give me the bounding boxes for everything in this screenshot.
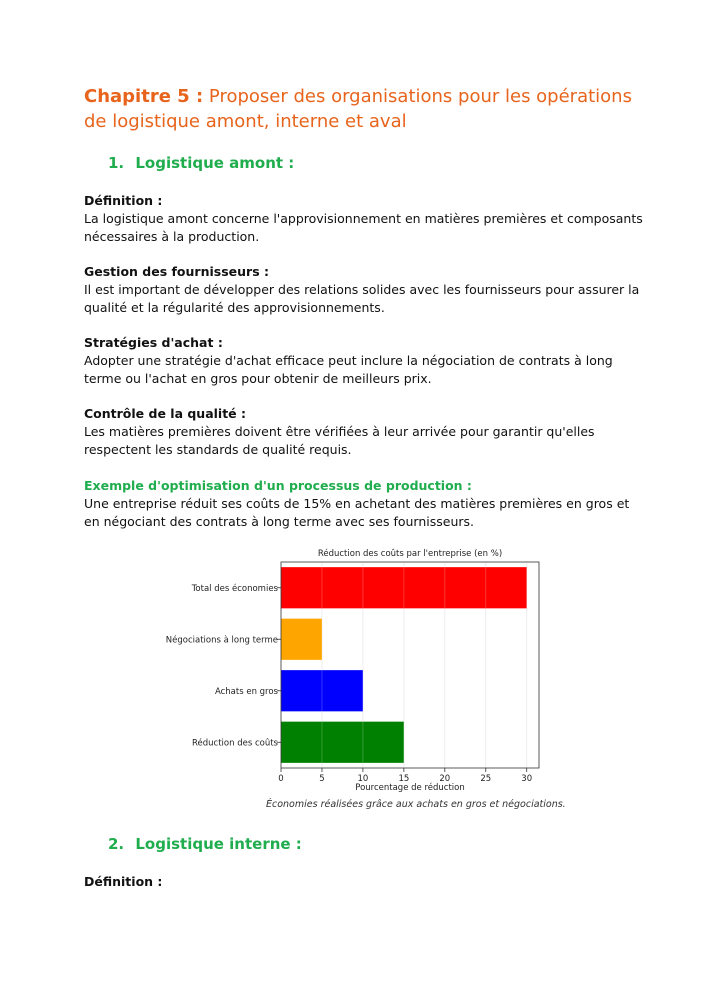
x-tick-label: 15 xyxy=(398,774,410,784)
block-label: Gestion des fournisseurs : xyxy=(84,264,269,279)
definition-block xyxy=(84,192,644,246)
y-tick-label: Total des économies xyxy=(191,583,278,594)
cost-reduction-chart xyxy=(150,543,560,793)
chapter-heading: Proposer des organisations pour les opérations de logistique amont, interne et aval xyxy=(84,86,632,132)
x-tick-label: 5 xyxy=(319,774,325,784)
example-text: Une entreprise réduit ses coûts de 15% en achetant des matières premières en gros et en négociant des contrats à long terme avec ses fournisseurs. xyxy=(84,496,630,529)
chart-title: Réduction des coûts par l'entreprise (en %) xyxy=(317,549,503,559)
y-tick-label: Réduction des coûts xyxy=(192,738,278,749)
section-title-logistique-interne xyxy=(108,835,302,853)
section-number: 2. xyxy=(108,835,125,853)
supplier-management-block xyxy=(84,263,644,317)
block-label: Contrôle de la qualité : xyxy=(84,406,247,421)
purchasing-strategy-block xyxy=(84,334,644,388)
x-tick-label: 30 xyxy=(521,774,533,784)
block-text: La logistique amont concerne l'approvisionnement en matières premières et composants nécessaires à la production. xyxy=(84,211,643,244)
chart-caption: Économies réalisées grâce aux achats en gros et négociations. xyxy=(266,799,566,810)
block-text: Adopter une stratégie d'achat efficace peut inclure la négociation de contrats à long terme ou l'achat en gros pour obtenir de meilleurs prix. xyxy=(84,353,613,386)
section-label: Logistique amont : xyxy=(135,154,295,172)
x-tick-label: 10 xyxy=(357,774,369,784)
block-label: Stratégies d'achat : xyxy=(84,335,223,350)
bar xyxy=(281,722,404,763)
chapter-prefix: Chapitre 5 : xyxy=(84,86,204,107)
block-text: Les matières premières doivent être vérifiées à leur arrivée pour garantir qu'elles respectent les standards de qualité requis. xyxy=(84,424,595,457)
bar xyxy=(281,619,322,660)
block-label: Définition : xyxy=(84,874,163,889)
chart-y-tick-labels xyxy=(166,583,281,749)
x-tick-label: 0 xyxy=(278,774,284,784)
definition-block-2 xyxy=(84,873,644,891)
chart-x-axis-label: Pourcentage de réduction xyxy=(355,783,465,793)
section-number: 1. xyxy=(108,154,125,172)
chart-x-ticks xyxy=(278,768,532,784)
x-tick-label: 25 xyxy=(480,774,492,784)
section-label: Logistique interne : xyxy=(135,835,302,853)
x-tick-label: 20 xyxy=(439,774,451,784)
block-label: Définition : xyxy=(84,193,163,208)
quality-control-block xyxy=(84,405,644,459)
example-label: Exemple d'optimisation d'un processus de production : xyxy=(84,478,472,493)
y-tick-label: Négociations à long terme xyxy=(165,635,278,646)
block-text: Il est important de développer des relations solides avec les fournisseurs pour assurer la qualité et la régularité des approvisionnements. xyxy=(84,282,640,315)
y-tick-label: Achats en gros xyxy=(214,686,278,697)
chapter-title xyxy=(84,84,644,134)
example-block xyxy=(84,477,644,531)
section-title-logistique-amont xyxy=(108,154,294,172)
